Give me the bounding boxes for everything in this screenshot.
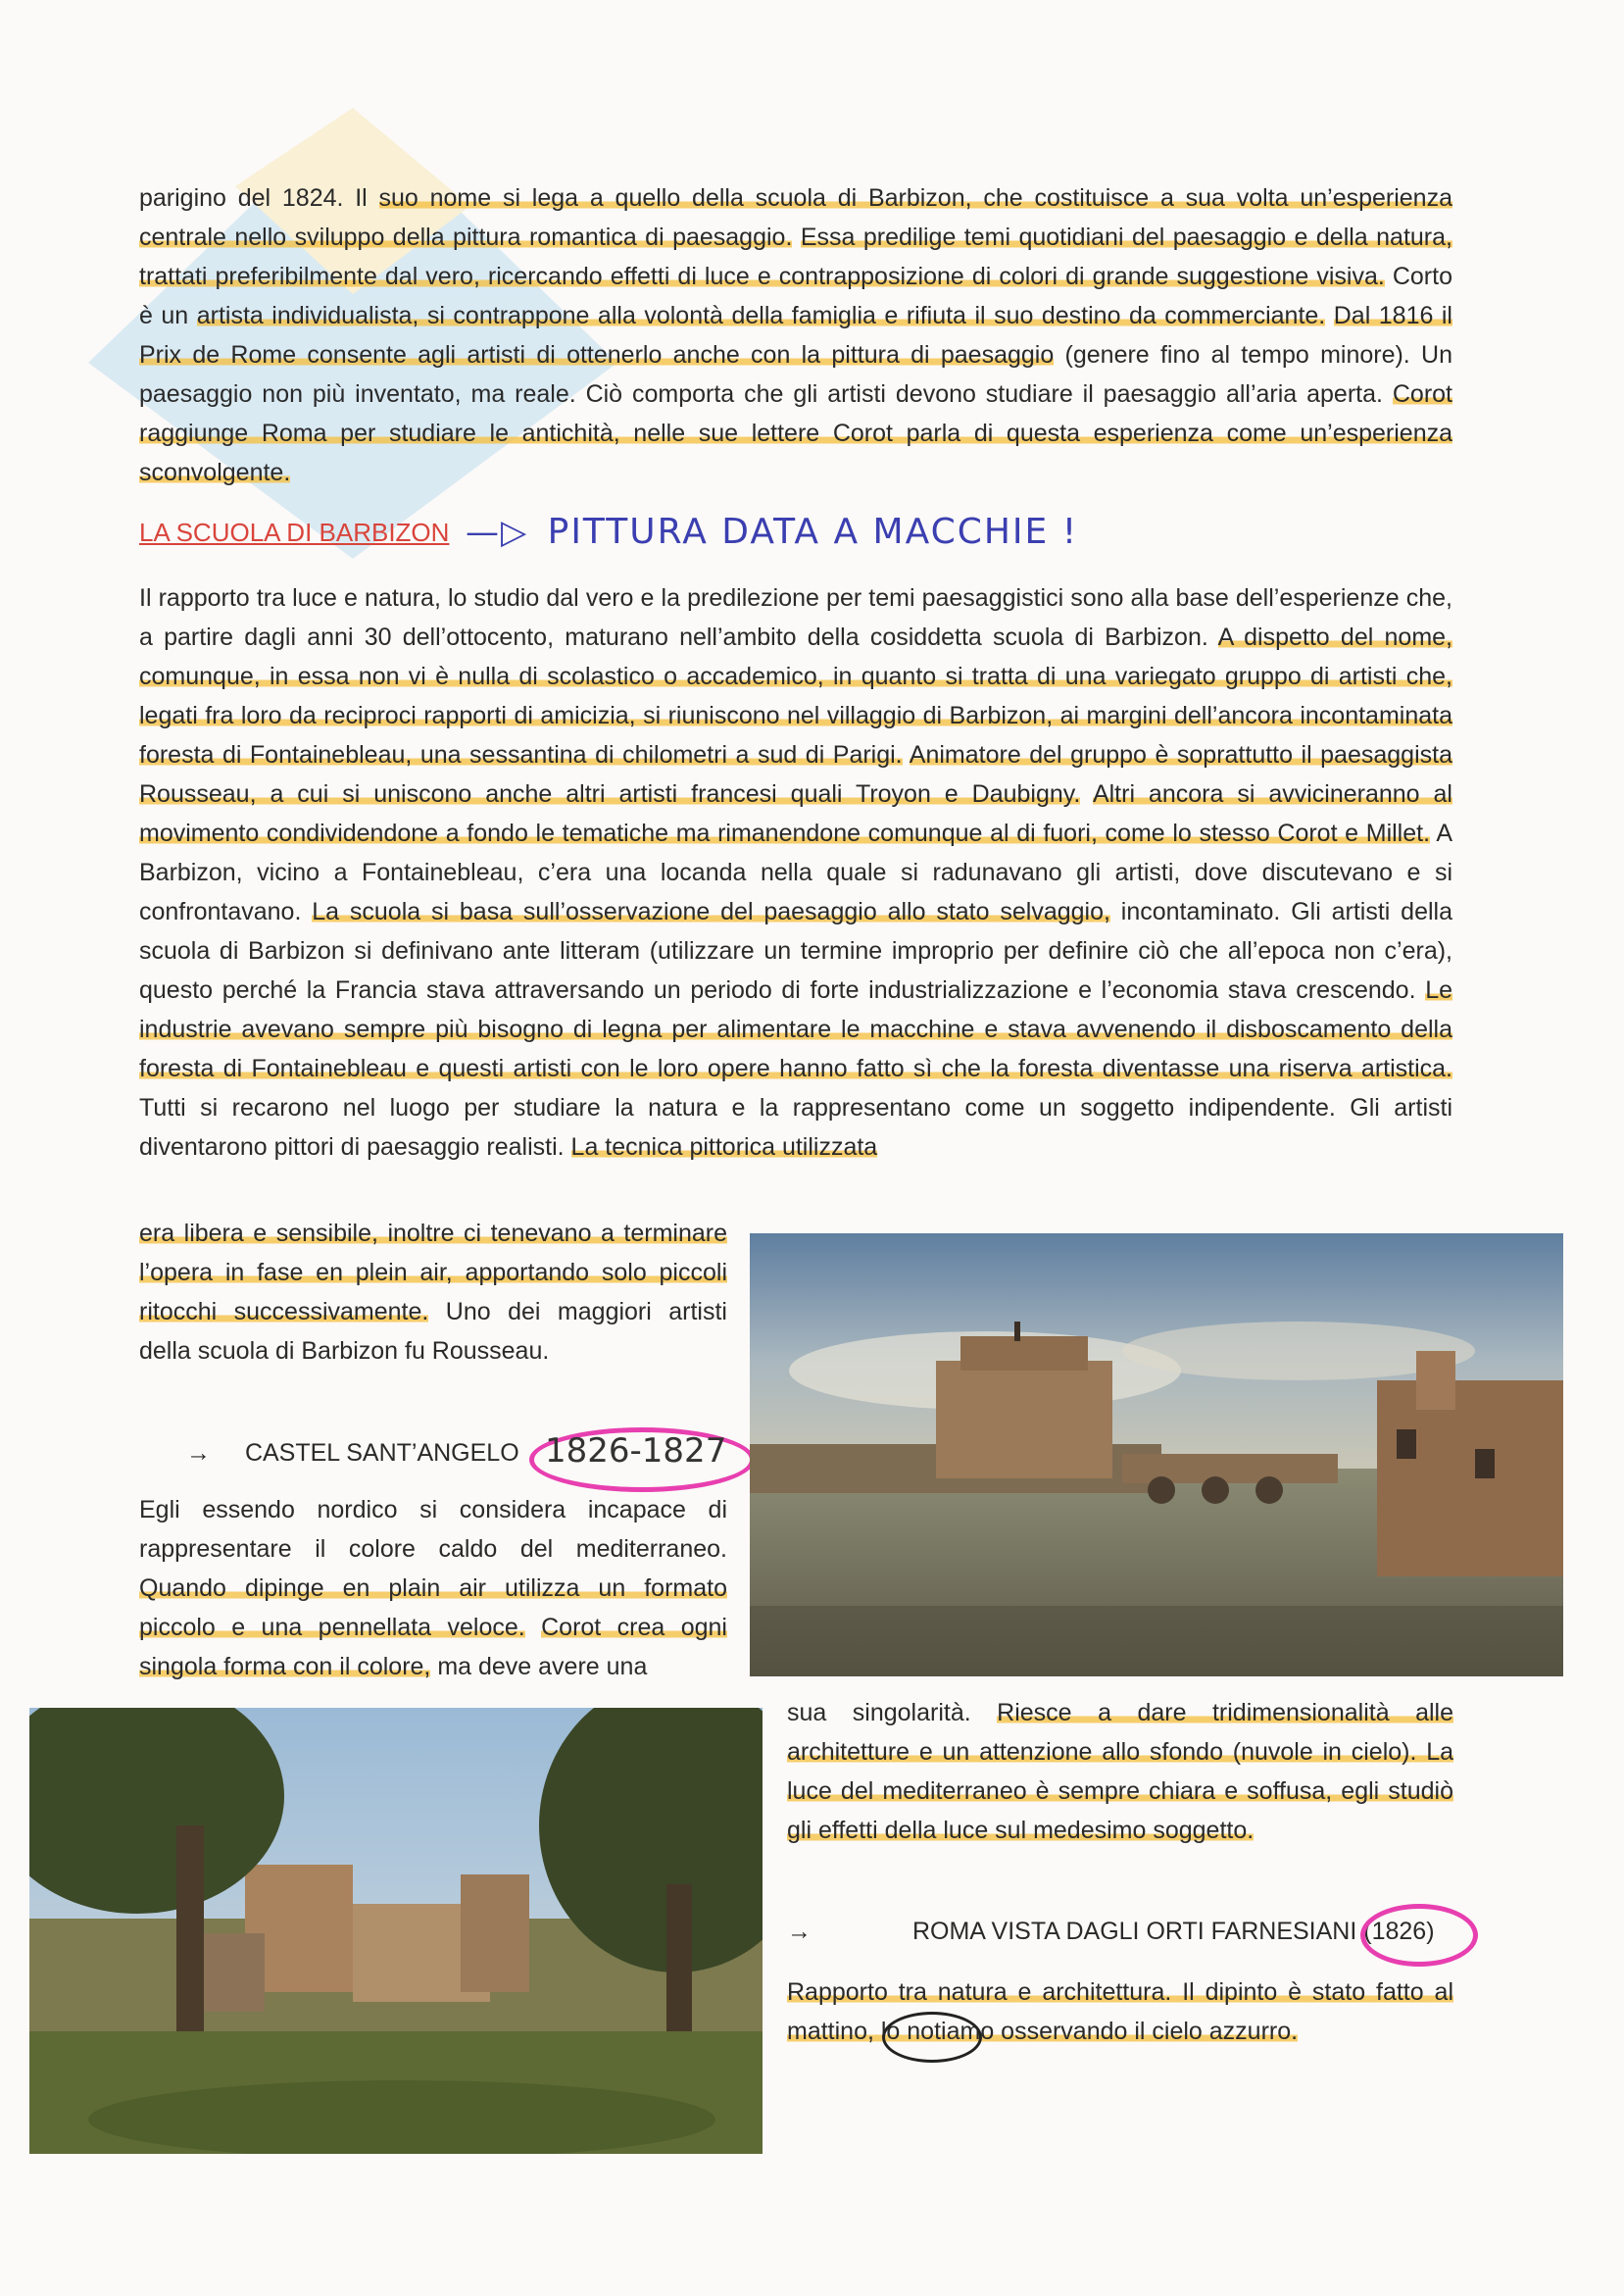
- intro-paragraph: [139, 178, 1452, 492]
- arrow-icon: →: [186, 1439, 211, 1467]
- arrow-icon: —▷: [466, 513, 529, 552]
- text-run: [792, 224, 800, 251]
- text-run: Corto è un: [139, 263, 1452, 329]
- highlighted-text: Rapporto tra natura e architettura. Il dipinto è stato fatto al mattino, lo notiamo osservando il cielo azzurro.: [787, 1978, 1453, 2045]
- left-column-text-2: [139, 1490, 727, 1686]
- highlighted-text: Riesce a dare tridimensionalità alle architetture e un attenzione allo sfondo (nuvole in cielo). La luce del mediterraneo è sempre chiara e soffusa, egli studiò gli effetti della luce sul medesimo soggetto.: [787, 1699, 1453, 1844]
- text-run: sua singolarità.: [787, 1699, 998, 1726]
- caption-roma-vista: [787, 1912, 1435, 1951]
- caption-date: (1826): [1363, 1918, 1435, 1945]
- barbizon-paragraph: [139, 578, 1452, 1167]
- arrow-icon: →: [787, 1918, 812, 1945]
- caption-title: CASTEL SANT’ANGELO: [244, 1439, 519, 1467]
- highlighted-text: A dispetto del nome, comunque, in essa non vi è nulla di scolastico o accademico, in quanto si tratta di una variegato gruppo di artisti che, legati fra loro da reciproci rapporti di amicizia, si riuniscono nel villaggio di Barbizon, ai margini dell’ancora incontaminata foresta di Fontainebleau, una sessantina di chilometri a sud di Parigi.: [139, 624, 1452, 769]
- painting-roma-orti-farnesiani: [29, 1708, 763, 2154]
- highlighted-text: suo nome si lega a quello della scuola di Barbizon, che costituisce a sua volta un’esperienza centrale nello sviluppo della pittura romantica di paesaggio.: [139, 184, 1452, 251]
- text-run: [525, 1614, 541, 1641]
- text-run: Tutti si recarono nel luogo per studiare la natura e la rappresentano come un soggetto indipendente. Gli artisti diventarono pittori di paesaggio realisti.: [139, 1094, 1452, 1161]
- handwritten-note-text: PITTURA DATA A MACCHIE !: [547, 512, 1079, 552]
- pink-circle-annotation: [1360, 1904, 1478, 1967]
- text-run: ma deve avere una: [430, 1653, 648, 1680]
- highlighted-text: Essa predilige temi quotidiani del paesaggio e della natura, trattati preferibilmente dal vero, ricercando effetti di luce e contrapposizione di colori di grande suggestione visiva.: [139, 224, 1452, 290]
- text-run: incontaminato. Gli artisti della scuola di Barbizon si definivano ante litteram (utilizzare un termine improprio per definire ciò che all’epoca non c’era), questo perché la Francia stava attraversando un periodo di forte industrializzazione e l’economia stava crescendo.: [139, 898, 1452, 1004]
- caption-castel-sant-angelo: [186, 1433, 519, 1472]
- left-column-text-1: [139, 1214, 727, 1371]
- highlighted-text: Le industrie avevano sempre più bisogno di legna per alimentare le macchine e stava avvenendo il disboscamento della foresta di Fontainebleau e questi artisti con le loro opere hanno fatto sì che la foresta diventasse una riserva artistica.: [139, 976, 1452, 1082]
- text-run: [1080, 780, 1093, 808]
- highlighted-text: artista individualista, si contrappone alla volontà della famiglia e rifiuta il suo destino da commerciante.: [196, 302, 1326, 329]
- highlighted-text: era libera e sensibile, inoltre ci tenevano a terminare l’opera in fase en plein air, apportando solo piccoli ritocchi successivamente.: [139, 1220, 727, 1325]
- painting-castel-sant-angelo: [750, 1233, 1563, 1676]
- highlighted-text: La scuola si basa sull’osservazione del paesaggio allo stato selvaggio,: [312, 898, 1110, 925]
- text-run: [903, 741, 910, 769]
- text-run: Il rapporto tra luce e natura, lo studio dal vero e la predilezione per temi paesaggistici sono alla base dell’esperienze che, a partire dagli anni 30 dell’ottocento, maturano nell’ambito della cosiddetta scuola di Barbizon.: [139, 584, 1452, 651]
- highlighted-text: Animatore del gruppo è soprattutto il paesaggista Rousseau, a cui si uniscono anche altri artisti francesi quali Troyon e Daubigny.: [139, 741, 1452, 808]
- text-run: parigino del 1824. Il: [139, 184, 379, 212]
- handwritten-date: 1826-1827: [545, 1431, 727, 1471]
- right-column-text-1: [787, 1693, 1453, 1850]
- highlighted-text: Altri ancora si avvicineranno al movimento condividendone a fondo le tematiche ma rimanendone comunque al di fuori, come lo stesso Corot e Millet.: [139, 780, 1452, 847]
- highlighted-text: Dal 1816 il Prix de Rome consente agli artisti di ottenerlo anche con la pittura di paesaggio: [139, 302, 1452, 369]
- caption-title: ROMA VISTA DAGLI ORTI FARNESIANI: [911, 1918, 1357, 1945]
- text-run: Egli essendo nordico si considera incapace di rappresentare il colore caldo del mediterraneo.: [139, 1496, 727, 1563]
- ink-circle-annotation: [882, 2012, 982, 2063]
- handwritten-note: [466, 512, 1078, 552]
- highlighted-text: La tecnica pittorica utilizzata: [570, 1133, 878, 1161]
- highlighted-text: Corot raggiunge Roma per studiare le antichità, nelle sue lettere Corot parla di questa esperienza come un’esperienza sconvolgente.: [139, 380, 1452, 486]
- text-run: [1325, 302, 1334, 329]
- section-heading: LA SCUOLA DI BARBIZON: [139, 518, 450, 547]
- text-run: A Barbizon, vicino a Fontainebleau, c’era una locanda nella quale si radunavano gli artisti, dove discutevano e si confrontavano.: [139, 820, 1452, 925]
- text-run: (genere fino al tempo minore). Un paesaggio non più inventato, ma reale. Ciò comporta che gli artisti devono studiare il paesaggio all’aria aperta.: [139, 341, 1452, 408]
- highlighted-text: Corot crea ogni singola forma con il colore,: [139, 1614, 727, 1680]
- text-run: Uno dei maggiori artisti della scuola di Barbizon fu Rousseau.: [139, 1298, 727, 1365]
- highlighted-text: Quando dipinge en plain air utilizza un formato piccolo e una pennellata veloce.: [139, 1574, 727, 1641]
